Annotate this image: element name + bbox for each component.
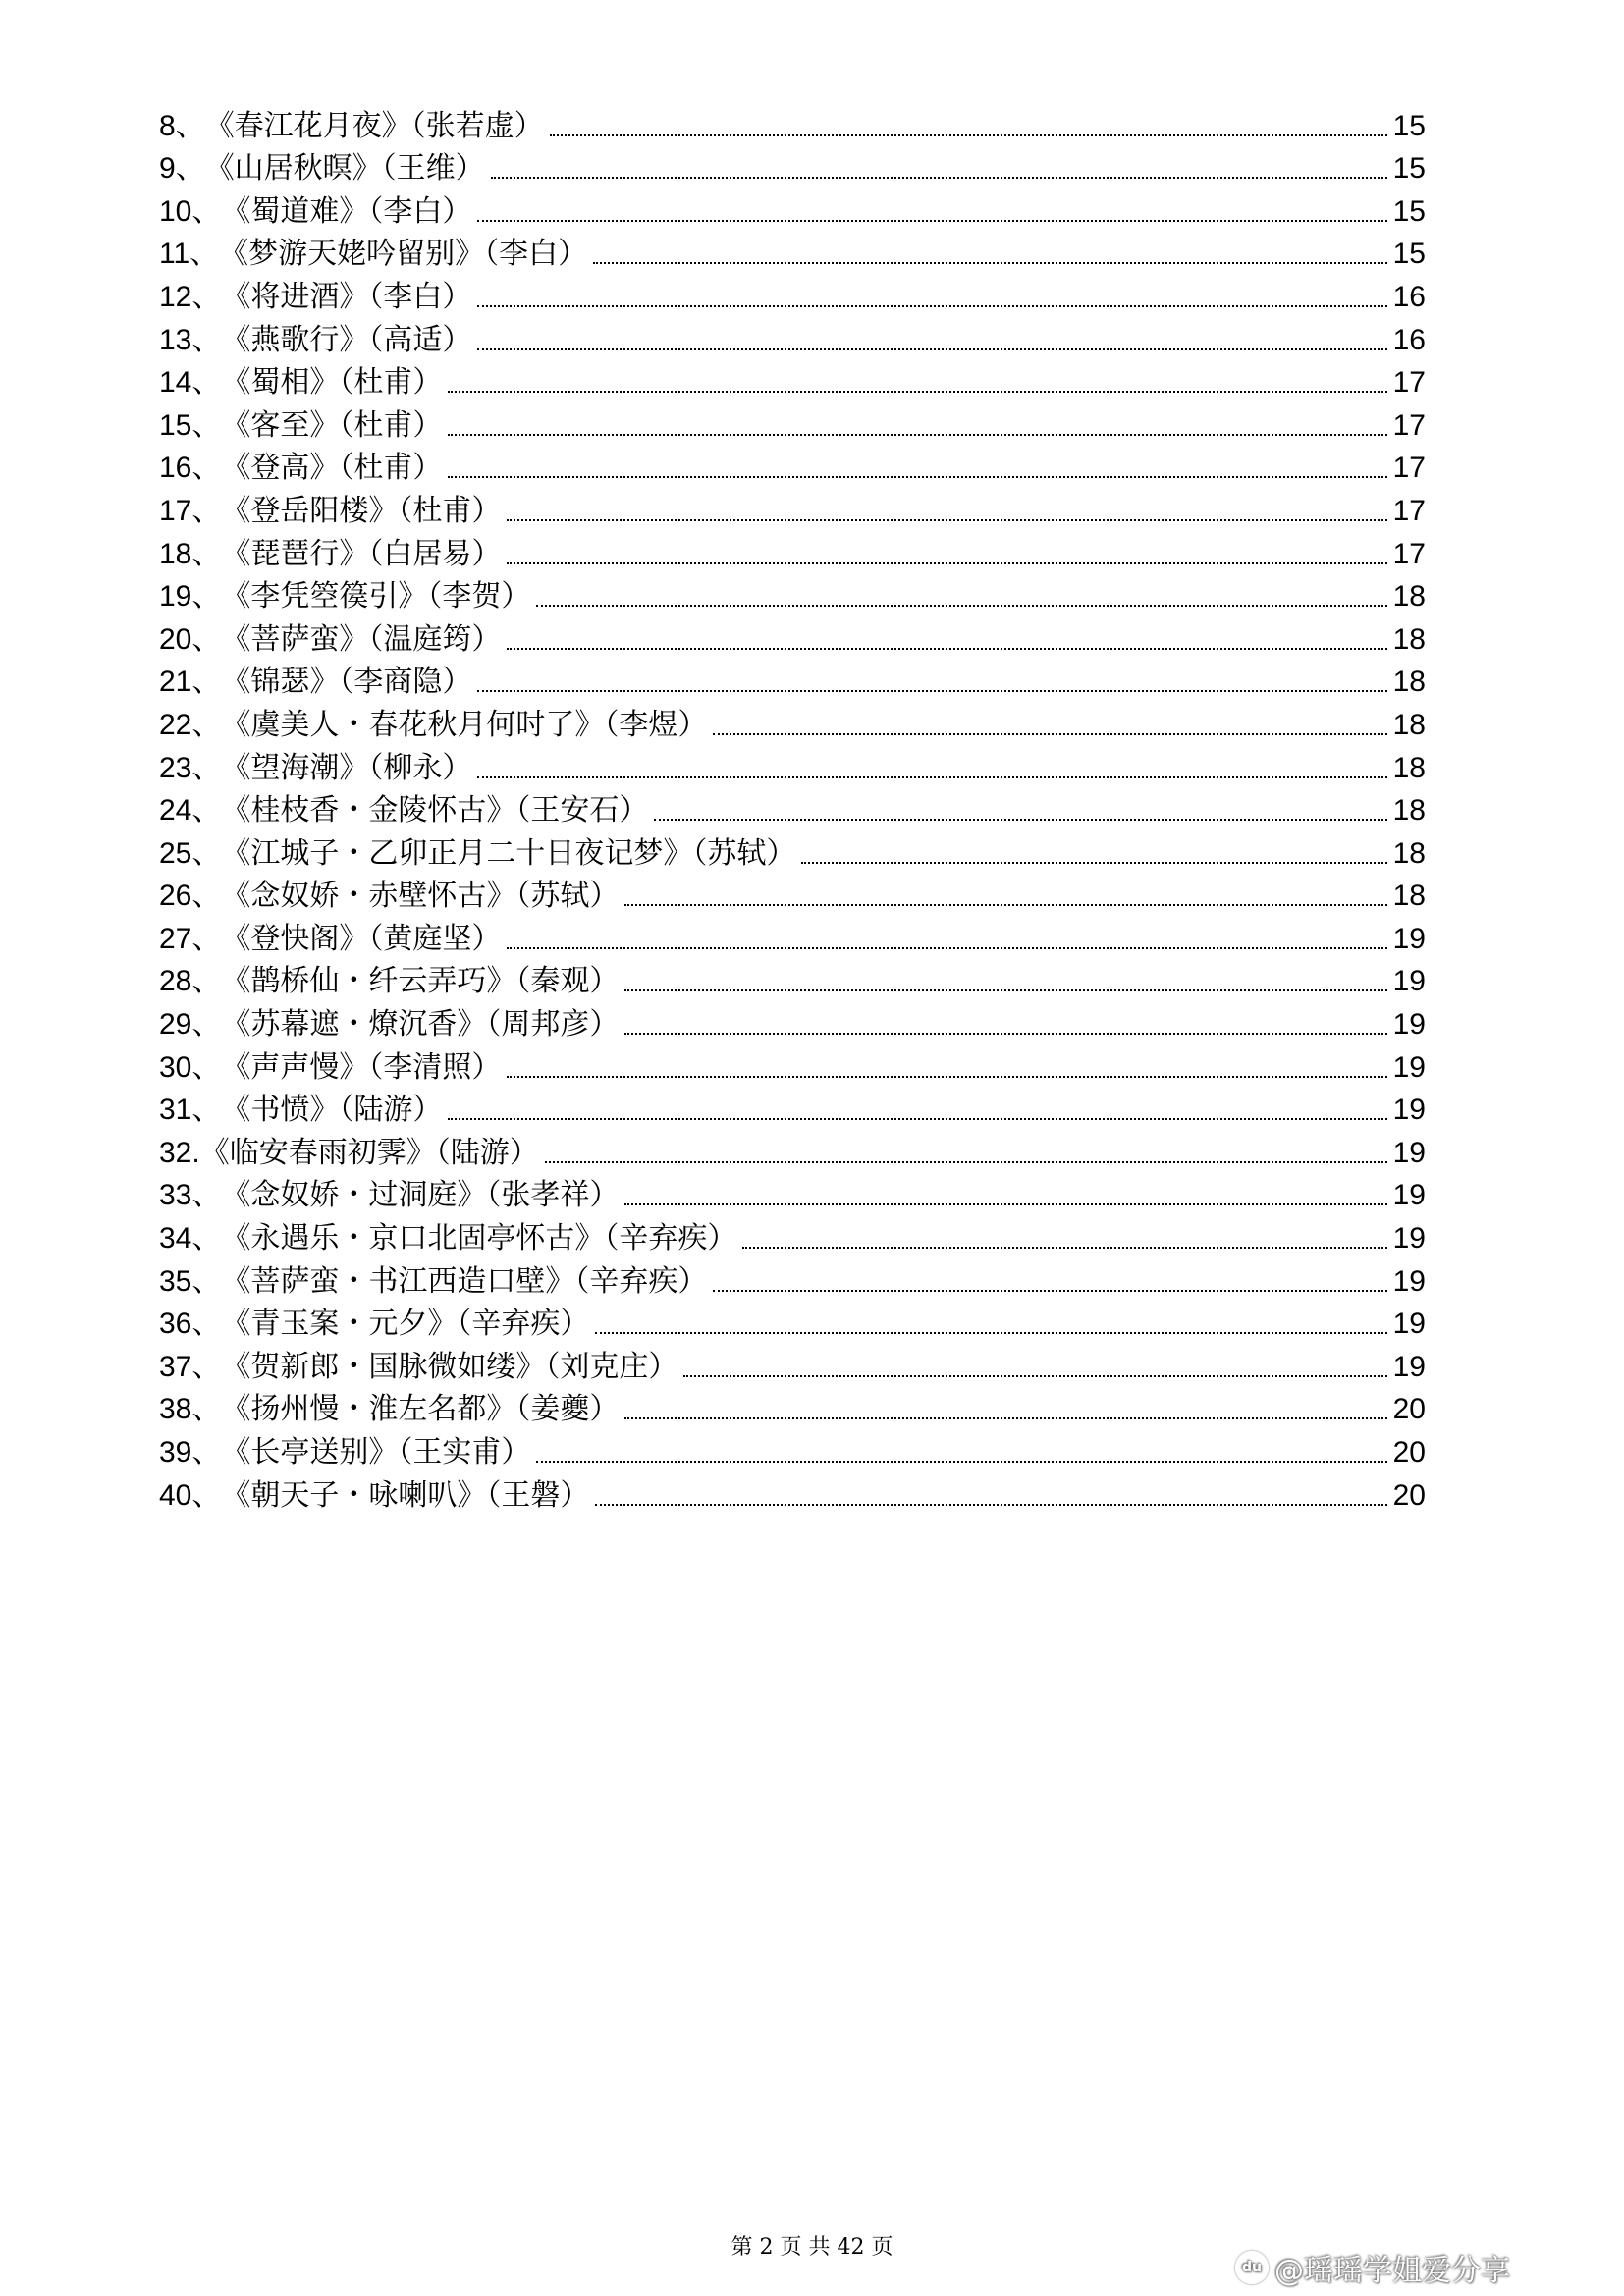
toc-entry-page-number: 18 <box>1392 666 1426 699</box>
toc-entry-title: 《山居秋暝》（王维） <box>204 151 485 187</box>
toc-entry-page-number: 18 <box>1392 708 1426 741</box>
toc-dot-leader <box>550 134 1387 136</box>
toc-entry-title: 《书愤》（陆游） <box>221 1093 443 1128</box>
toc-dot-leader <box>477 305 1386 307</box>
toc-entry[interactable] <box>159 98 1426 141</box>
toc-dot-leader <box>448 391 1386 393</box>
toc-dot-leader <box>477 220 1386 222</box>
toc-entry-page-number: 15 <box>1392 194 1426 228</box>
toc-entry-title: 《蜀道难》（李白） <box>221 193 472 229</box>
toc-dot-leader <box>477 776 1386 778</box>
toc-dot-leader <box>713 733 1386 735</box>
toc-dot-leader <box>624 989 1386 991</box>
toc-entry-number: 9、 <box>159 152 205 186</box>
toc-entry-page-number: 18 <box>1392 580 1426 614</box>
toc-dot-leader <box>507 1076 1386 1078</box>
toc-entry-page-number: 17 <box>1392 494 1426 527</box>
toc-dot-leader <box>507 519 1386 521</box>
toc-entry-number: 18、 <box>159 537 222 570</box>
toc-entry-page-number: 15 <box>1392 109 1426 142</box>
toc-entry-title: 《梦游天姥吟留别》（李白） <box>219 237 588 272</box>
toc-entry-title: 《蜀相》（杜甫） <box>221 365 443 400</box>
toc-entry-title: 《春江花月夜》（张若虚） <box>204 108 544 143</box>
toc-entry-title: 《江城子・乙卯正月二十日夜记梦》（苏轼） <box>221 835 796 871</box>
toc-entry-number: 12、 <box>159 280 222 313</box>
toc-dot-leader <box>448 476 1386 478</box>
toc-entry[interactable] <box>159 1168 1426 1211</box>
toc-entry-page-number: 16 <box>1392 323 1426 356</box>
watermark-logo-icon: du <box>1235 2251 1269 2284</box>
toc-dot-leader <box>448 434 1386 436</box>
toc-entry[interactable] <box>159 355 1426 399</box>
toc-dot-leader <box>448 1118 1386 1120</box>
toc-entry-page-number: 18 <box>1392 836 1426 870</box>
toc-entry[interactable] <box>159 441 1426 484</box>
toc-entry-page-number: 19 <box>1392 922 1426 955</box>
table-of-contents <box>159 98 1426 1511</box>
toc-dot-leader <box>507 947 1386 949</box>
toc-entry-number: 33、 <box>159 1179 222 1212</box>
toc-dot-leader <box>713 1290 1386 1292</box>
toc-entry-title: 《念奴娇・赤壁怀古》（苏轼） <box>221 879 620 914</box>
toc-dot-leader <box>595 1332 1386 1334</box>
toc-entry[interactable] <box>159 1125 1426 1168</box>
toc-entry[interactable] <box>159 911 1426 954</box>
toc-entry[interactable] <box>159 227 1426 270</box>
toc-entry-title: 《苏幕遮・燎沉香》（周邦彦） <box>221 1007 620 1042</box>
toc-entry-page-number: 19 <box>1392 1350 1426 1383</box>
toc-entry-number: 25、 <box>159 836 222 870</box>
toc-dot-leader <box>624 904 1386 906</box>
toc-entry[interactable] <box>159 740 1426 783</box>
toc-entry[interactable] <box>159 996 1426 1040</box>
toc-entry[interactable] <box>159 569 1426 613</box>
toc-entry[interactable] <box>159 697 1426 740</box>
toc-entry-page-number: 17 <box>1392 452 1426 485</box>
toc-dot-leader <box>683 1375 1386 1377</box>
toc-entry[interactable] <box>159 783 1426 827</box>
toc-entry-page-number: 20 <box>1392 1478 1426 1512</box>
toc-entry-title: 《临安春雨初霁》（陆游） <box>199 1135 539 1170</box>
toc-entry[interactable] <box>159 1254 1426 1297</box>
toc-entry-number: 31、 <box>159 1094 222 1127</box>
toc-entry-title: 《青玉案・元夕》（辛弃疾） <box>221 1307 590 1342</box>
toc-entry-title: 《扬州慢・淮左名都》（姜夔） <box>221 1392 620 1427</box>
toc-entry-title: 《桂枝香・金陵怀古》（王安石） <box>221 793 649 828</box>
toc-entry[interactable] <box>159 1083 1426 1126</box>
toc-entry[interactable] <box>159 1339 1426 1382</box>
toc-entry[interactable] <box>159 1468 1426 1511</box>
toc-dot-leader <box>477 348 1386 350</box>
toc-entry[interactable] <box>159 1424 1426 1468</box>
watermark <box>1235 2246 1510 2289</box>
toc-entry-title: 《客至》（杜甫） <box>221 407 443 443</box>
toc-entry-page-number: 18 <box>1392 751 1426 784</box>
toc-entry-number: 17、 <box>159 494 222 527</box>
toc-entry-page-number: 20 <box>1392 1393 1426 1426</box>
toc-entry-number: 24、 <box>159 794 222 828</box>
toc-entry-number: 19、 <box>159 580 222 614</box>
toc-dot-leader <box>595 1504 1386 1506</box>
toc-entry-number: 21、 <box>159 666 222 699</box>
toc-entry-title: 《李凭箜篌引》（李贺） <box>221 579 531 614</box>
toc-entry-number: 20、 <box>159 622 222 656</box>
toc-entry-page-number: 17 <box>1392 408 1426 442</box>
toc-entry-page-number: 19 <box>1392 965 1426 998</box>
toc-entry-number: 28、 <box>159 965 222 998</box>
toc-entry-page-number: 19 <box>1392 1094 1426 1127</box>
toc-dot-leader <box>545 1161 1387 1163</box>
toc-entry[interactable] <box>159 1040 1426 1083</box>
toc-entry-number: 40、 <box>159 1478 222 1512</box>
page-footer: 第 2 页 共 42 页 <box>731 2235 893 2260</box>
toc-entry-page-number: 17 <box>1392 537 1426 570</box>
toc-entry-page-number: 16 <box>1392 280 1426 313</box>
toc-entry[interactable] <box>159 483 1426 526</box>
toc-entry[interactable] <box>159 655 1426 698</box>
toc-entry-title: 《长亭送别》（王实甫） <box>221 1435 531 1469</box>
toc-entry-number: 10、 <box>159 194 222 228</box>
toc-entry-number: 38、 <box>159 1393 222 1426</box>
toc-entry-number: 35、 <box>159 1264 222 1298</box>
toc-entry-page-number: 19 <box>1392 1179 1426 1212</box>
toc-dot-leader <box>507 562 1386 564</box>
toc-entry[interactable] <box>159 1382 1426 1425</box>
toc-entry-page-number: 17 <box>1392 366 1426 400</box>
toc-dot-leader <box>654 819 1386 821</box>
toc-entry-title: 《虞美人・春花秋月何时了》（李煜） <box>221 707 708 742</box>
toc-entry-number: 39、 <box>159 1436 222 1468</box>
toc-dot-leader <box>536 605 1386 607</box>
toc-entry-page-number: 19 <box>1392 1050 1426 1084</box>
toc-entry-page-number: 19 <box>1392 1222 1426 1255</box>
toc-entry[interactable] <box>159 869 1426 912</box>
toc-entry[interactable] <box>159 826 1426 869</box>
toc-entry-title: 《登快阁》（黄庭坚） <box>221 921 502 956</box>
toc-entry-page-number: 18 <box>1392 794 1426 828</box>
toc-entry-number: 15、 <box>159 408 222 442</box>
toc-entry[interactable] <box>159 1297 1426 1340</box>
toc-entry-title: 《登高》（杜甫） <box>221 451 443 486</box>
toc-entry-number: 13、 <box>159 323 222 356</box>
toc-entry-page-number: 18 <box>1392 880 1426 913</box>
toc-entry-number: 16、 <box>159 452 222 485</box>
toc-dot-leader <box>624 1417 1386 1419</box>
toc-entry[interactable] <box>159 954 1426 997</box>
toc-dot-leader <box>624 1203 1386 1205</box>
toc-entry-page-number: 19 <box>1392 1308 1426 1341</box>
toc-entry-title: 《鹊桥仙・纤云弄巧》（秦观） <box>221 964 620 999</box>
toc-entry[interactable] <box>159 184 1426 227</box>
toc-entry-page-number: 20 <box>1392 1436 1426 1468</box>
toc-entry-page-number: 15 <box>1392 152 1426 186</box>
toc-dot-leader <box>742 1247 1386 1249</box>
toc-entry-number: 37、 <box>159 1350 222 1383</box>
toc-entry-page-number: 18 <box>1392 622 1426 656</box>
toc-entry-page-number: 19 <box>1392 1008 1426 1041</box>
toc-entry-page-number: 19 <box>1392 1264 1426 1298</box>
toc-dot-leader <box>593 262 1386 264</box>
toc-entry-title: 《贺新郎・国脉微如缕》（刘克庄） <box>221 1349 678 1384</box>
toc-entry[interactable] <box>159 312 1426 355</box>
toc-entry-title: 《朝天子・咏喇叭》（王磐） <box>221 1477 590 1513</box>
toc-dot-leader <box>477 690 1386 692</box>
toc-entry-page-number: 15 <box>1392 238 1426 271</box>
toc-entry-number: 27、 <box>159 922 222 955</box>
toc-entry-title: 《声声慢》（李清照） <box>221 1049 502 1085</box>
toc-entry-number: 26、 <box>159 880 222 913</box>
toc-entry[interactable] <box>159 526 1426 569</box>
toc-dot-leader <box>801 862 1386 864</box>
toc-entry[interactable] <box>159 269 1426 312</box>
toc-entry-number: 29、 <box>159 1008 222 1041</box>
toc-dot-leader <box>491 177 1387 179</box>
toc-entry-page-number: 19 <box>1392 1136 1426 1169</box>
toc-dot-leader <box>507 648 1386 650</box>
toc-entry-title: 《琵琶行》（白居易） <box>221 536 502 571</box>
toc-entry-number: 30、 <box>159 1050 222 1084</box>
toc-entry-title: 《登岳阳楼》（杜甫） <box>221 493 502 528</box>
toc-entry-title: 《菩萨蛮》（温庭筠） <box>221 621 502 657</box>
toc-entry[interactable] <box>159 612 1426 655</box>
toc-entry-title: 《锦瑟》（李商隐） <box>221 665 472 700</box>
watermark-text: @瑶瑶学姐爱分享 <box>1274 2254 1510 2288</box>
toc-entry-title: 《燕歌行》（高适） <box>221 322 472 357</box>
toc-entry-number: 32. <box>159 1136 200 1169</box>
toc-entry-number: 22、 <box>159 708 222 741</box>
toc-dot-leader <box>624 1033 1386 1035</box>
toc-entry-title: 《念奴娇・过洞庭》（张孝祥） <box>221 1178 620 1213</box>
toc-entry-number: 11、 <box>159 238 220 271</box>
toc-entry-number: 36、 <box>159 1308 222 1341</box>
toc-entry-title: 《菩萨蛮・书江西造口壁》（辛弃疾） <box>221 1263 708 1299</box>
toc-entry-title: 《望海潮》（柳永） <box>221 750 472 785</box>
toc-entry[interactable] <box>159 141 1426 185</box>
toc-entry[interactable] <box>159 1210 1426 1254</box>
toc-dot-leader <box>536 1461 1386 1463</box>
toc-entry-number: 23、 <box>159 751 222 784</box>
toc-entry[interactable] <box>159 398 1426 441</box>
toc-entry-number: 8、 <box>159 109 205 142</box>
toc-entry-number: 34、 <box>159 1222 222 1255</box>
toc-entry-title: 《将进酒》（李白） <box>221 279 472 314</box>
toc-entry-number: 14、 <box>159 366 222 400</box>
toc-entry-title: 《永遇乐・京口北固亭怀古》（辛弃疾） <box>221 1221 737 1256</box>
